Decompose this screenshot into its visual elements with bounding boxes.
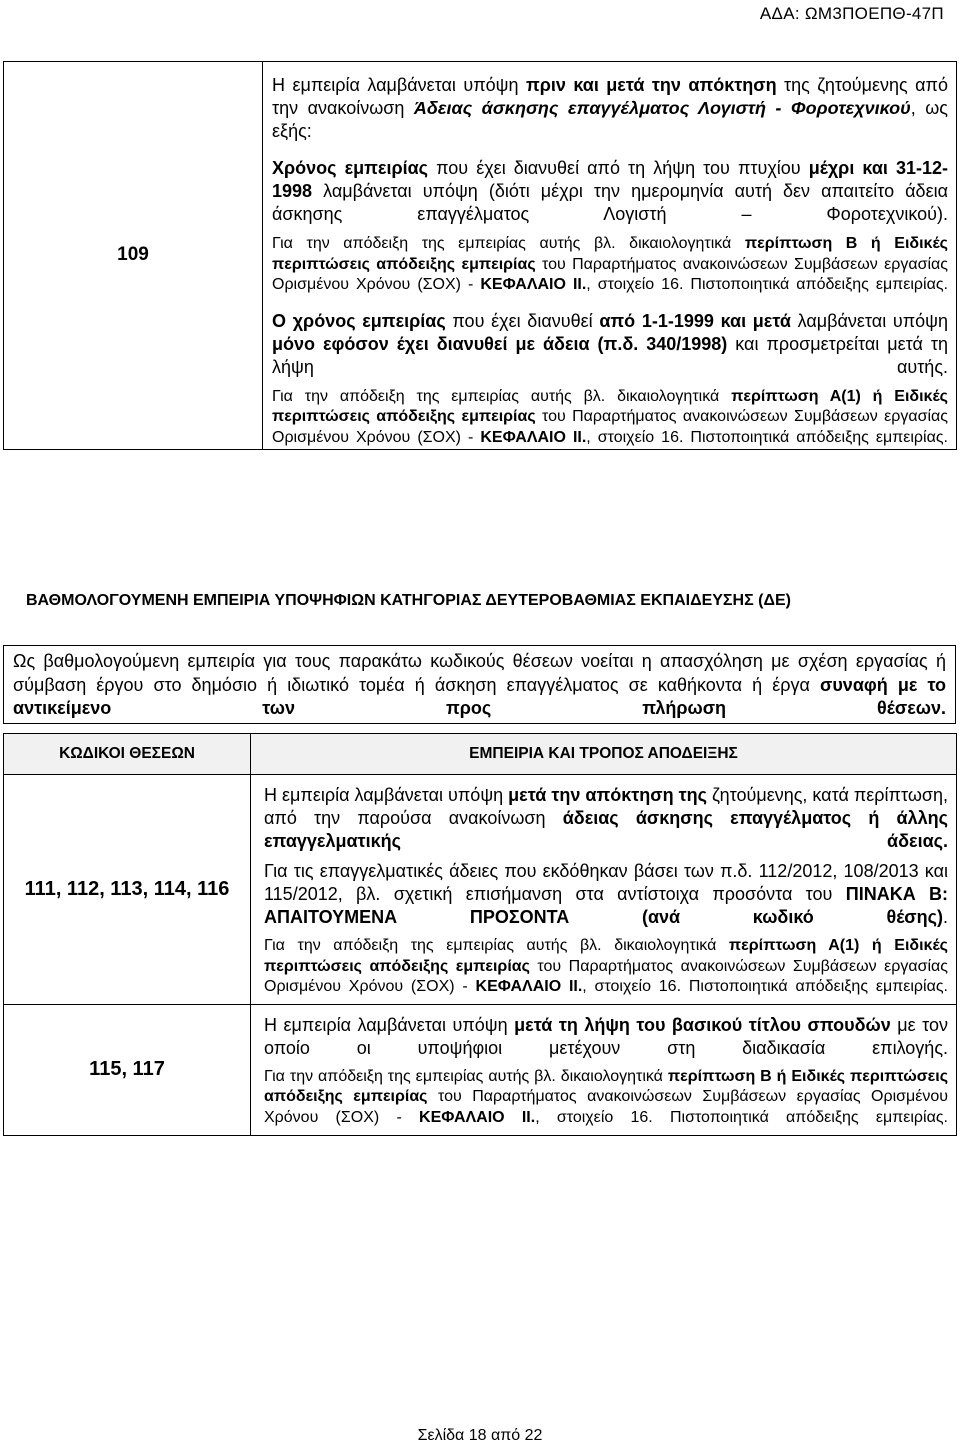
paragraph-degree: Η εμπειρία λαμβάνεται υπόψη μετά τη λήψη του βασικού τίτλου σπουδών με τον οποίο οι υποψήφιοι μετέχουν στη διαδικασία επιλογής. [264, 1014, 949, 1058]
table-row [4, 1004, 957, 1135]
page-number: Σελίδα 18 από 22 [417, 1427, 543, 1444]
intro-box: Ως βαθμολογούμενη εμπειρία για τους παρακάτω κωδικούς θέσεων νοείται η απασχόληση με σχέση εργασίας ή σύμβαση έργου στο δημόσιο ή ιδιωτικό τομέα ή άσκηση επαγγέλματος σε καθήκοντα ή έργα συναφή με το αντικείμενο των προς πλήρωση θέσεων. [3, 645, 956, 724]
paragraph-proof-a1: Για την απόδειξη της εμπειρίας αυτής βλ. δικαιολογητικά περίπτωση Α(1) ή Ειδικές περιπτώσεις απόδειξης εμπειρίας του Παραρτήματος ανακοινώσεων Συμβάσεων εργασίας Ορισμένου Χρόνου (ΣΟΧ) - ΚΕΦΑΛΑΙΟ ΙΙ., στοιχείο 16. Πιστοποιητικά απόδειξης εμπειρίας. [264, 937, 948, 996]
table-header-row [4, 734, 957, 775]
paragraph-proof-a1: Για την απόδειξη της εμπειρίας αυτής βλ. δικαιολογητικά περίπτωση Α(1) ή Ειδικές περιπτώσεις απόδειξης εμπειρίας του Παραρτήματος ανακοινώσεων Συμβάσεων εργασίας Ορισμένου Χρόνου (ΣΟΧ) - ΚΕΦΑΛΑΙΟ ΙΙ., στοιχείο 16. Πιστοποιητικά απόδειξης εμπειρίας. [272, 387, 949, 446]
paragraph-intro: Η εμπειρία λαμβάνεται υπόψη πριν και μετά την απόκτηση της ζητούμενης από την ανακοίνωση Άδειας άσκησης επαγγέλματος Λογιστή - Φοροτεχνικού, ως εξής: [272, 75, 948, 141]
experience-table-109 [3, 61, 957, 450]
header-experience: ΕΜΠΕΙΡΙΑ ΚΑΙ ΤΡΟΠΟΣ ΑΠΟΔΕΙΞΗΣ [251, 734, 957, 775]
paragraph-license: Η εμπειρία λαμβάνεται υπόψη μετά την απόκτηση της ζητούμενης, κατά περίπτωση, από την παρούσα ανακοίνωση άδειας άσκησης επαγγέλματος ή άλλης επαγγελματικής άδειας. [264, 785, 948, 851]
experience-description [251, 775, 957, 1005]
experience-description [263, 62, 957, 450]
paragraph-proof-b: Για την απόδειξη της εμπειρίας αυτής βλ. δικαιολογητικά περίπτωση Β ή Ειδικές περιπτώσεις απόδειξης εμπειρίας του Παραρτήματος ανακοινώσεων Συμβάσεων εργασίας Ορισμένου Χρόνου (ΣΟΧ) - ΚΕΦΑΛΑΙΟ ΙΙ., στοιχείο 16. Πιστοποιητικά απόδειξης εμπειρίας. [264, 1067, 949, 1126]
experience-description [251, 1004, 957, 1135]
position-code: 109 [4, 62, 263, 450]
paragraph-until-1998: Χρόνος εμπειρίας που έχει διανυθεί από τη λήψη του πτυχίου μέχρι και 31-12-1998 λαμβάνεται υπόψη (διότι μέχρι την ημερομηνία αυτή δεν απαιτείτο άδεια άσκησης επαγγέλματος Λογιστή – Φοροτεχνικού). [272, 158, 948, 224]
section-title: ΒΑΘΜΟΛΟΓΟΥΜΕΝΗ ΕΜΠΕΙΡΙΑ ΥΠΟΨΗΦΙΩΝ ΚΑΤΗΓΟΡΙΑΣ ΔΕΥΤΕΡΟΒΑΘΜΙΑΣ ΕΚΠΑΙΔΕΥΣΗΣ (ΔΕ) [26, 592, 791, 609]
paragraph-from-1999: Ο χρόνος εμπειρίας που έχει διανυθεί από 1-1-1999 και μετά λαμβάνεται υπόψη μόνο εφόσον έχει διανυθεί με άδεια (π.δ. 340/1998) και προσμετρείται μετά τη λήψη αυτής. [272, 310, 949, 377]
experience-table-de [3, 733, 957, 1136]
position-codes: 111, 112, 113, 114, 116 [4, 775, 251, 1005]
position-codes: 115, 117 [4, 1004, 251, 1135]
table-row [4, 775, 957, 1005]
ada-header: ΑΔΑ: ΩΜ3ΠΟΕΠΘ-47Π [759, 4, 944, 23]
paragraph-proof-b: Για την απόδειξη της εμπειρίας αυτής βλ. δικαιολογητικά περίπτωση Β ή Ειδικές περιπτώσεις απόδειξης εμπειρίας του Παραρτήματος ανακοινώσεων Συμβάσεων εργασίας Ορισμένου Χρόνου (ΣΟΧ) - ΚΕΦΑΛΑΙΟ ΙΙ., στοιχείο 16. Πιστοποιητικά απόδειξης εμπειρίας. [272, 235, 949, 294]
header-codes: ΚΩΔΙΚΟΙ ΘΕΣΕΩΝ [4, 734, 251, 775]
paragraph-licenses-pd: Για τις επαγγελματικές άδειες που εκδόθηκαν βάσει των π.δ. 112/2012, 108/2013 και 115/2012, βλ. σχετική επισήμανση στα αντίστοιχα προσόντα του ΠΙΝΑΚΑ Β: ΑΠΑΙΤΟΥΜΕΝΑ ΠΡΟΣΟΝΤΑ (ανά κωδικό θέσης). [264, 861, 948, 927]
